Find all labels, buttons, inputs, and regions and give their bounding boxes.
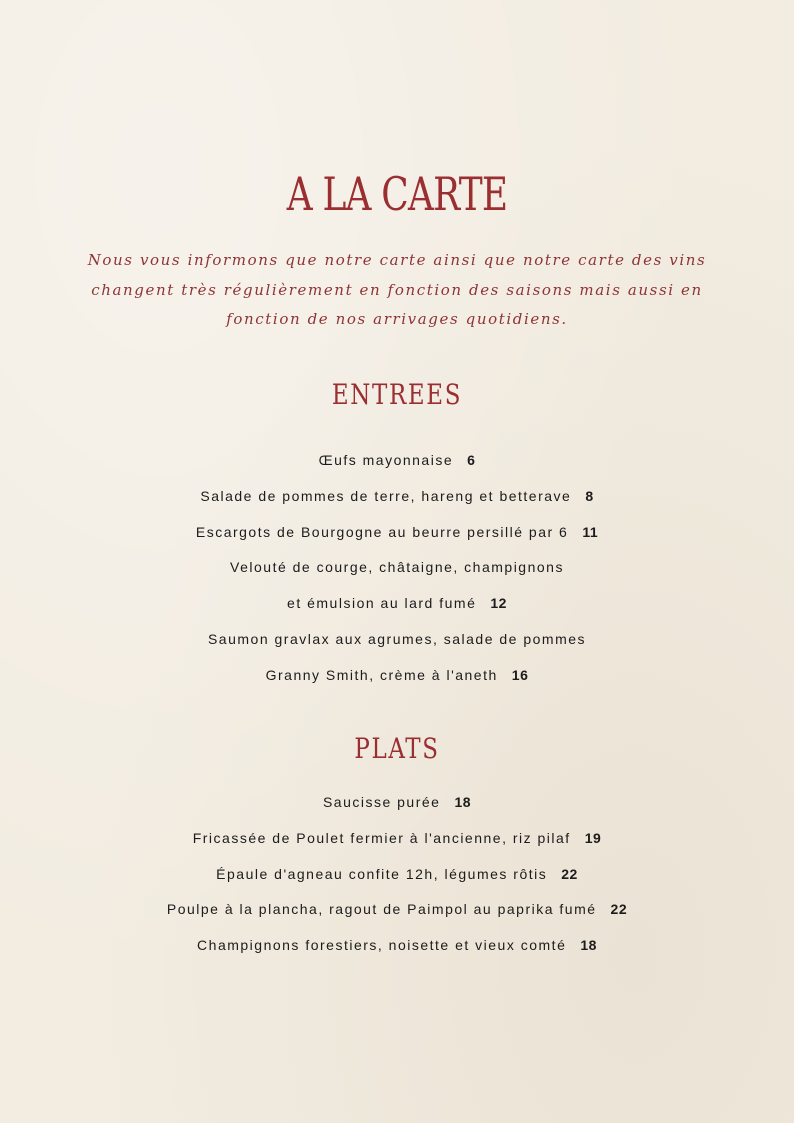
item-name: Saucisse purée xyxy=(322,794,441,810)
entrees-list xyxy=(0,443,794,694)
menu-item xyxy=(0,443,794,479)
menu-item xyxy=(0,515,794,551)
item-name: Épaule d'agneau confite 12h, légumes rôtis xyxy=(216,865,548,882)
menu-item xyxy=(0,928,794,964)
menu-item xyxy=(0,622,794,694)
section-title-entrees: ENTREES xyxy=(331,378,463,411)
intro-line: fonction de nos arrivages quotidiens. xyxy=(226,310,568,328)
item-name: Saumon gravlax aux agrumes, salade de pommes xyxy=(207,630,587,647)
item-price: 22 xyxy=(610,901,628,918)
item-name: Velouté de courge, châtaigne, champignons xyxy=(230,559,564,576)
item-name: Escargots de Bourgogne au beurre persillé par 6 xyxy=(195,523,569,540)
item-price: 22 xyxy=(561,865,578,882)
menu-item xyxy=(0,550,794,622)
menu-item xyxy=(0,857,794,893)
item-name: Œufs mayonnaise xyxy=(318,452,454,468)
menu-item xyxy=(0,892,794,928)
intro-text xyxy=(40,246,754,335)
item-name: Poulpe à la plancha, ragout de Paimpol au paprika fumé xyxy=(166,901,597,918)
item-price: 11 xyxy=(582,523,599,540)
item-name: Fricassée de Poulet fermier à l'ancienne, riz pilaf xyxy=(192,829,571,846)
intro-line: Nous vous informons que notre carte ainsi que notre carte des vins xyxy=(87,251,707,269)
item-name: Salade de pommes de terre, hareng et betterave xyxy=(200,487,572,504)
menu-item xyxy=(0,785,794,821)
item-price: 6 xyxy=(467,452,476,468)
item-price: 12 xyxy=(490,595,507,612)
plats-list xyxy=(0,785,794,964)
item-price: 18 xyxy=(454,794,472,810)
menu-item xyxy=(0,821,794,857)
item-price: 19 xyxy=(584,829,602,846)
intro-line: changent très régulièrement en fonction des saisons mais aussi en xyxy=(91,280,703,299)
item-name: Granny Smith, crème à l'aneth xyxy=(265,666,498,683)
menu-item xyxy=(0,479,794,515)
section-title-plats: PLATS xyxy=(354,732,440,765)
item-price: 16 xyxy=(511,666,529,683)
menu-title: A LA CARTE xyxy=(286,167,508,221)
item-price: 18 xyxy=(580,937,597,954)
item-name: Champignons forestiers, noisette et vieux comté xyxy=(197,937,567,954)
item-price: 8 xyxy=(585,487,594,504)
item-name: et émulsion au lard fumé xyxy=(287,595,477,612)
